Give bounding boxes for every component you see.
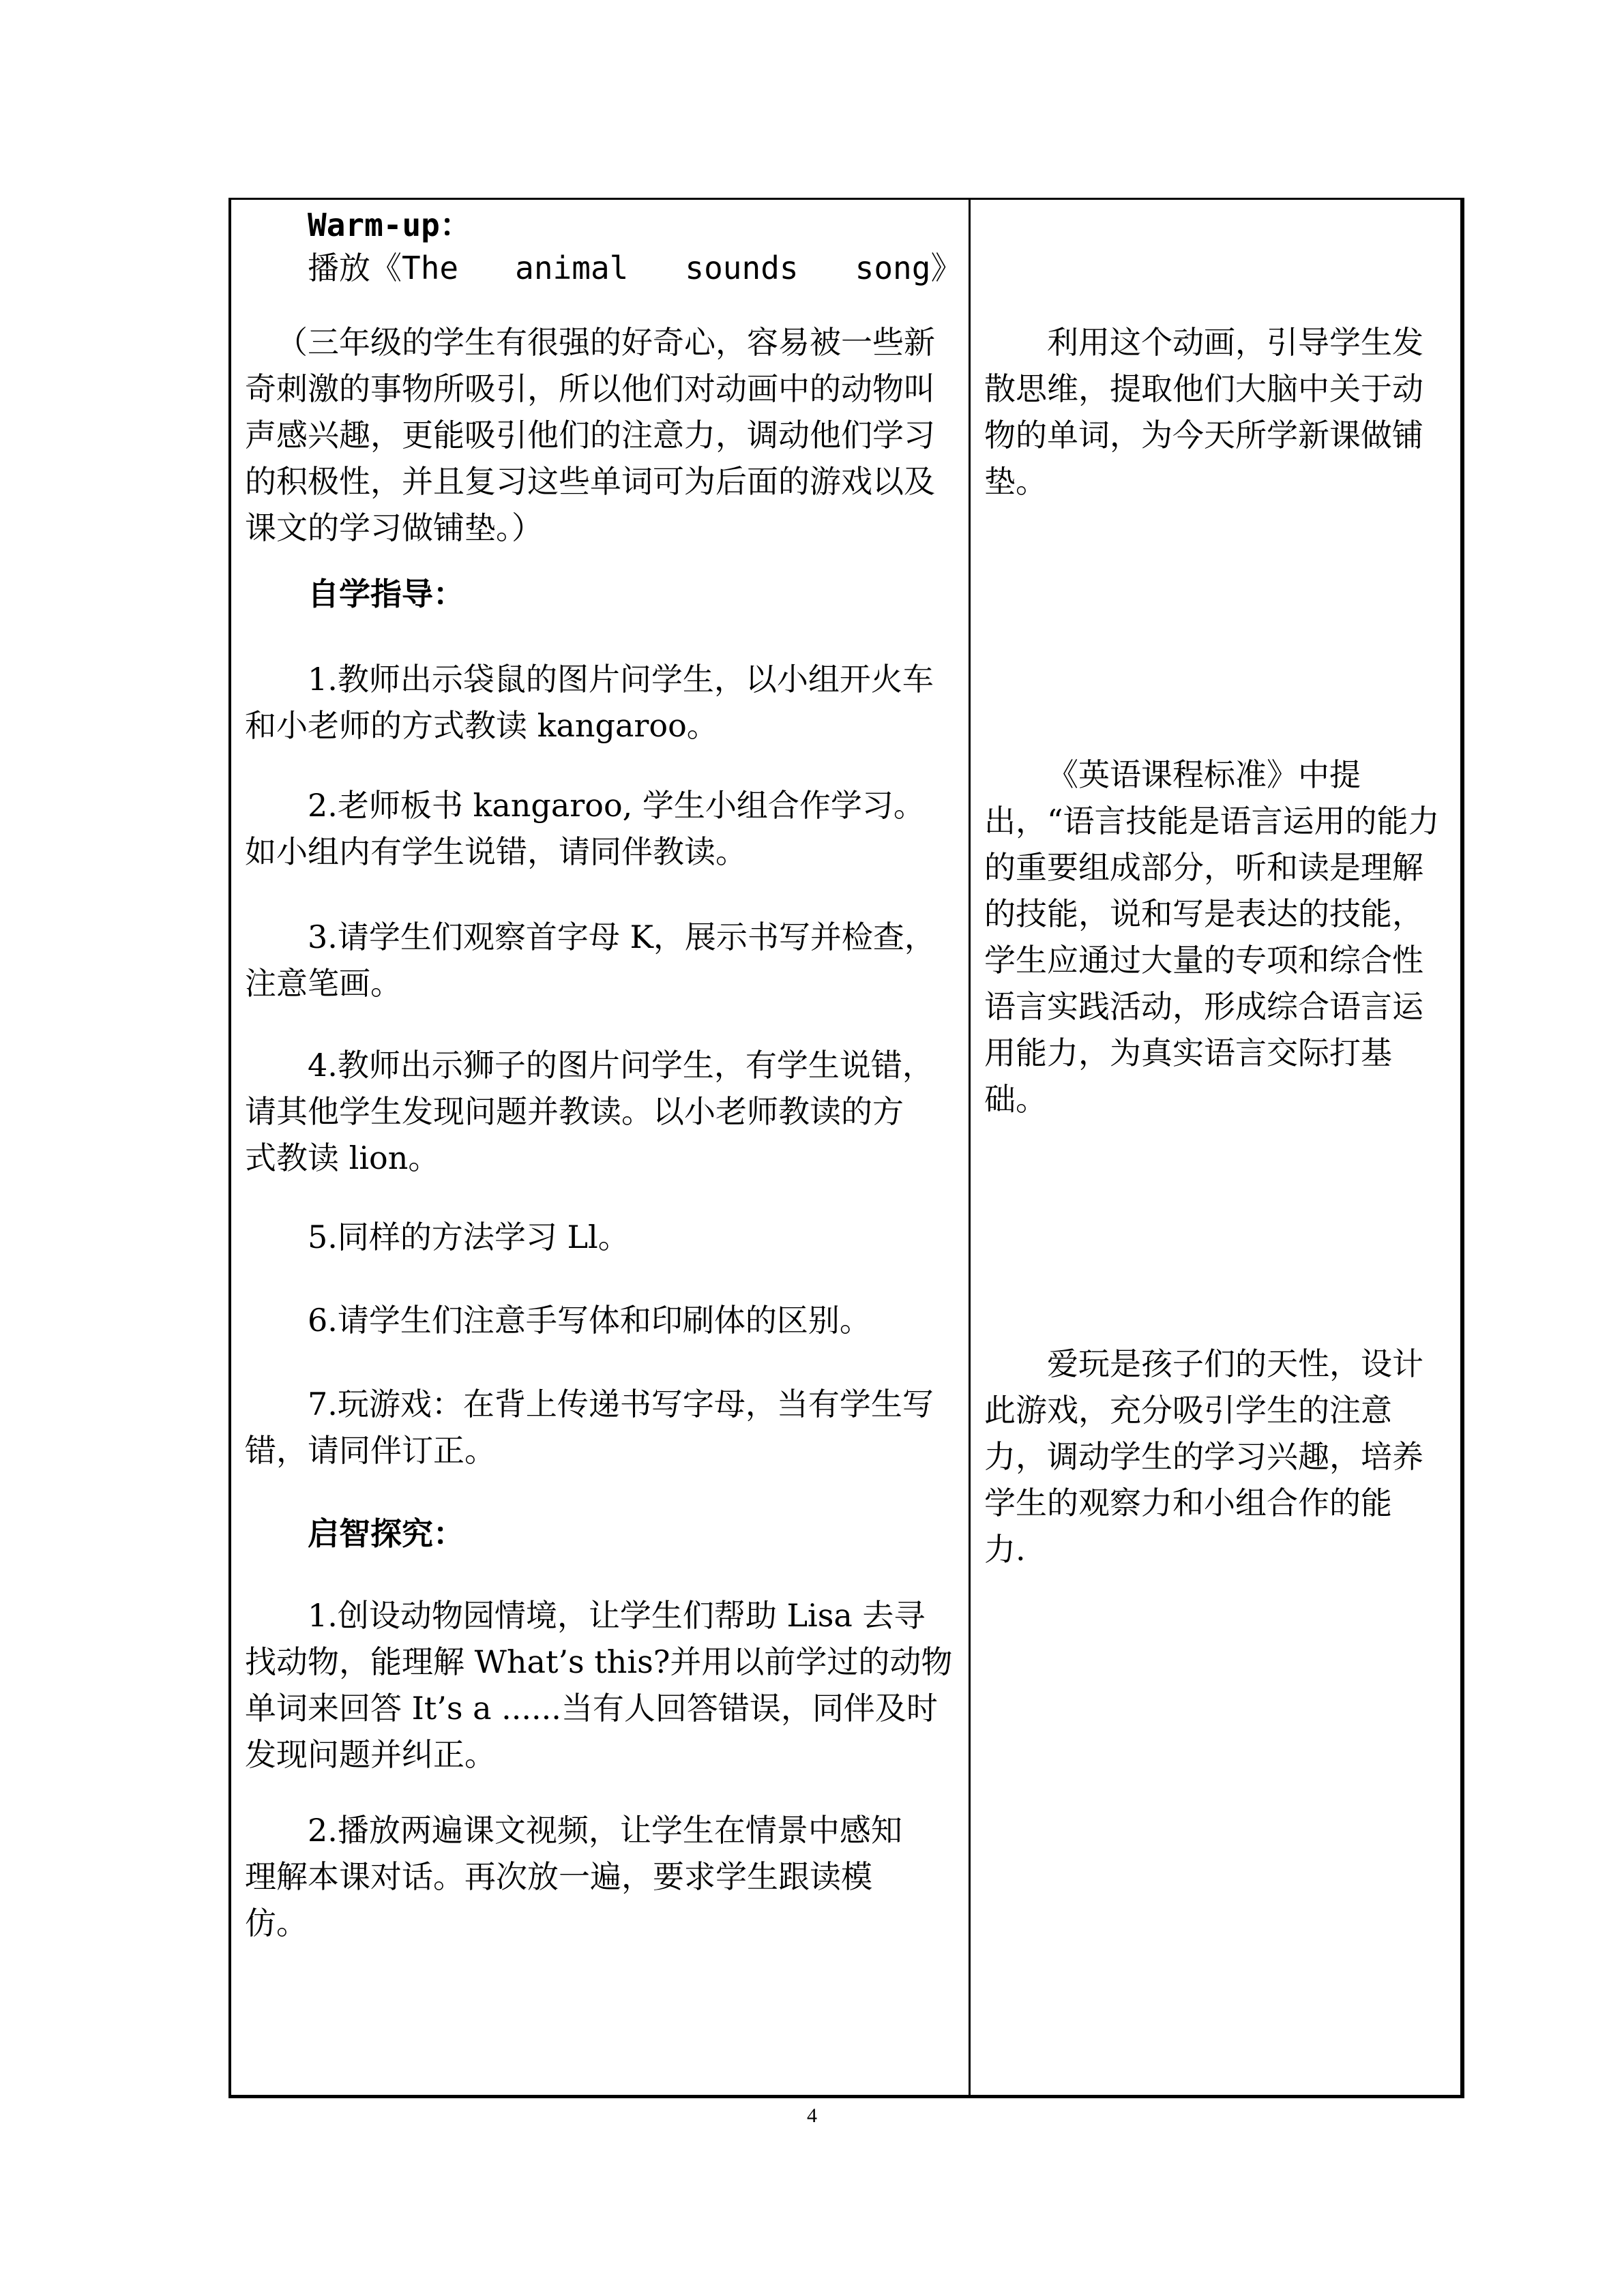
step-4: 4.教师出示狮子的图片问学生，有学生说错，请其他学生发现问题并教读。以小老师教读的方式教读 lion。 xyxy=(245,1047,934,1176)
step-5: 5.同样的方法学习 Ll。 xyxy=(308,1219,630,1255)
warmup-song: 播放《The animal sounds song》 xyxy=(308,250,962,286)
step-2: 2.老师板书 kangaroo, 学生小组合作学习。如小组内有学生说错，请同伴教读。 xyxy=(245,787,925,870)
lesson-plan-table xyxy=(228,198,1464,2098)
rationale-note-2: 《英语课程标准》中提出，“语言技能是语言运用的能力的重要组成部分，听和读是理解的技能，说和写是表达的技能，学生应通过大量的专项和综合性语言实践活动，形成综合语言运用能力，为真实语言交际打基础。 xyxy=(984,756,1440,1118)
step-7: 7.玩游戏：在背上传递书写字母，当有学生写错，请同伴订正。 xyxy=(245,1386,934,1469)
warmup-heading: Warm-up： xyxy=(308,207,471,243)
rationale-note-1: 利用这个动画，引导学生发散思维，提取他们大脑中关于动物的单词，为今天所学新课做铺垫。 xyxy=(984,324,1423,500)
table-border-left xyxy=(228,198,231,2098)
design-rationale-cell xyxy=(984,198,1448,2098)
explore-step-2: 2.播放两遍课文视频，让学生在情景中感知理解本课对话。再次放一遍，要求学生跟读模仿。 xyxy=(245,1812,902,1941)
column-divider xyxy=(969,198,971,2098)
page-number: 4 xyxy=(807,2104,817,2127)
step-1: 1.教师出示袋鼠的图片问学生，以小组开火车和小老师的方式教读 kangaroo。 xyxy=(245,661,934,744)
table-border-right xyxy=(1460,198,1464,2098)
step-3: 3.请学生们观察首字母 K，展示书写并检查，注意笔画。 xyxy=(245,919,936,1002)
step-6: 6.请学生们注意手写体和印刷体的区别。 xyxy=(308,1302,871,1339)
rationale-note-3: 爱玩是孩子们的天性，设计此游戏，充分吸引学生的注意力，调动学生的学习兴趣，培养学生的观察力和小组合作的能力. xyxy=(984,1345,1423,1568)
warmup-note: （三年级的学生有很强的好奇心，容易被一些新奇刺激的事物所吸引，所以他们对动画中的动物叫声感兴趣，更能吸引他们的注意力，调动他们学习的积极性，并且复习这些单词可为后面的游戏以及课文的学习做铺垫。） xyxy=(245,324,935,546)
explore-step-1: 1.创设动物园情境，让学生们帮助 Lisa 去寻找动物，能理解 What’s this?并用以前学过的动物单词来回答 It’s a ......当有人回答错误，同伴及时发现问题并纠正。 xyxy=(245,1597,953,1773)
explore-heading: 启智探究： xyxy=(308,1515,464,1552)
teaching-procedure-cell xyxy=(245,198,962,2098)
self-study-heading: 自学指导： xyxy=(308,576,464,612)
